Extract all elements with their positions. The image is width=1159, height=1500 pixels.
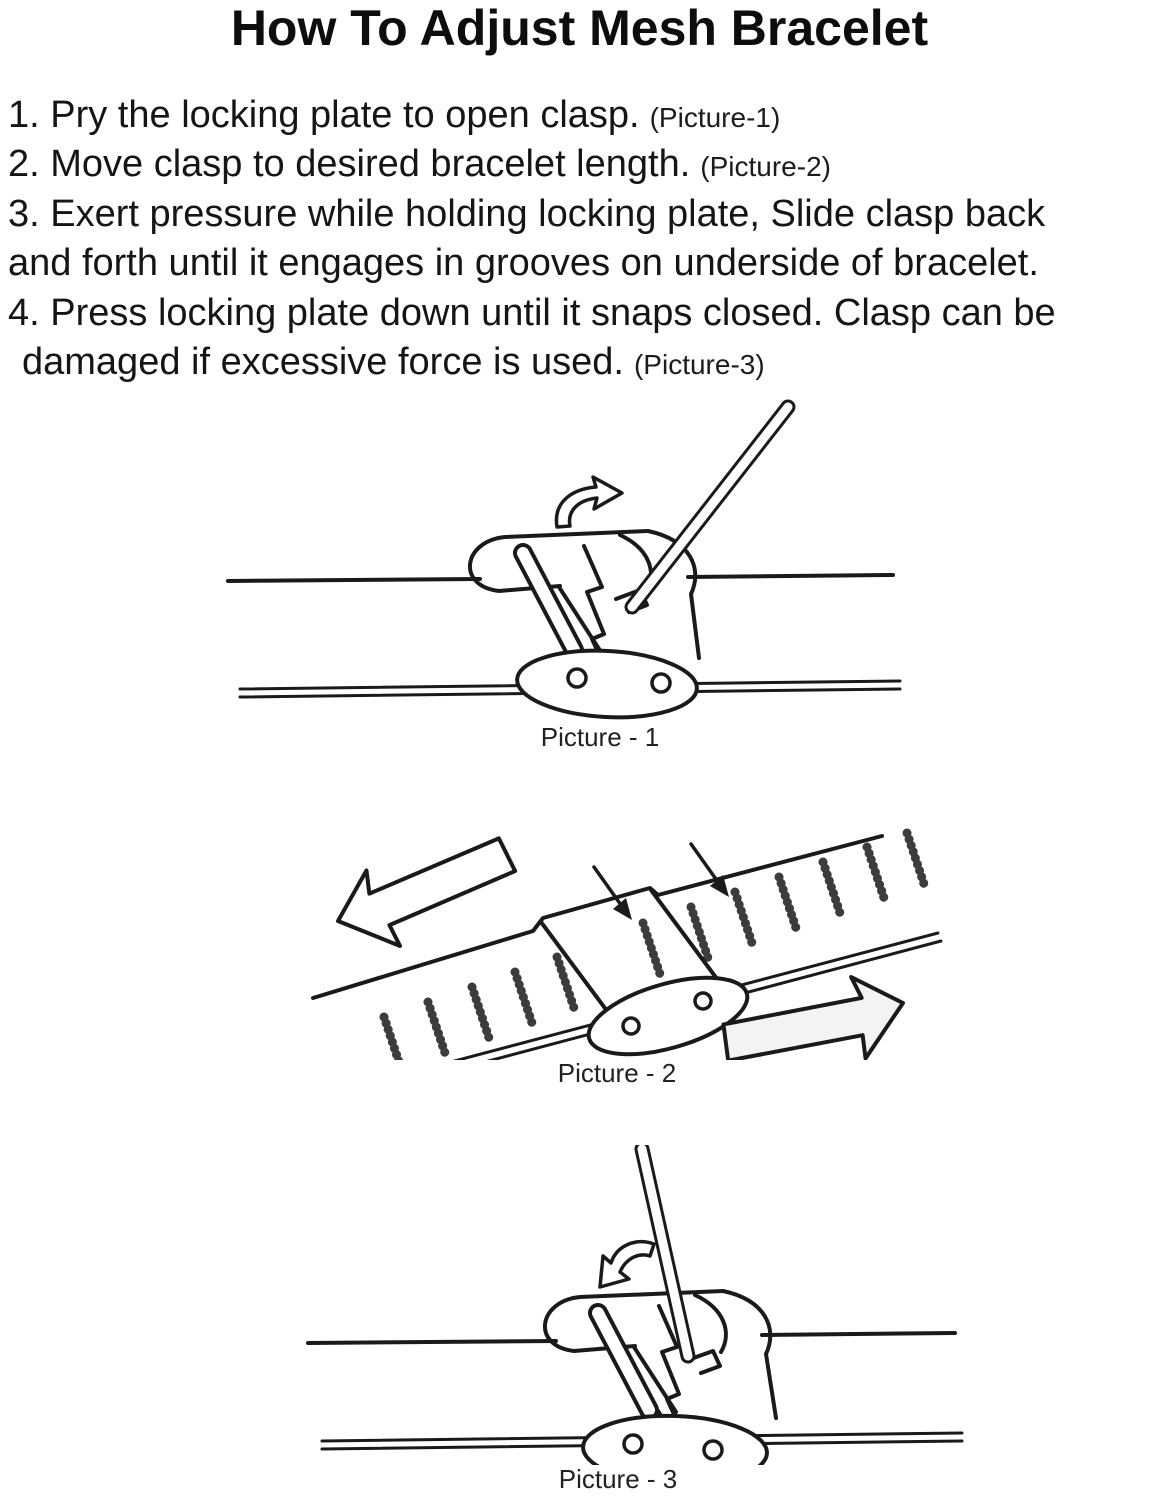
figure-3-caption: Picture - 3 <box>558 1464 678 1494</box>
step-line-4 <box>8 242 1039 284</box>
step-line-1 <box>8 94 780 139</box>
step-line-3 <box>8 193 1045 235</box>
picture-ref: (Picture-1) <box>649 102 781 133</box>
page-title: How To Adjust Mesh Bracelet <box>230 0 929 56</box>
step-text: damaged if excessive force is used. <box>22 341 624 383</box>
figure-1-caption: Picture - 1 <box>540 722 660 752</box>
plate-hole <box>624 1435 642 1453</box>
figure-3-diagram <box>300 1145 980 1465</box>
step-text: 3. Exert pressure while holding locking plate, Slide clasp back <box>8 193 1046 235</box>
step-text: and forth until it engages in grooves on underside of bracelet. <box>8 242 1039 284</box>
rotate-open-arrow <box>556 477 622 527</box>
plate-hole <box>623 1018 639 1034</box>
figure-2-caption: Picture - 2 <box>557 1058 677 1088</box>
plate-hole <box>568 669 586 687</box>
clasp-plate <box>515 646 698 721</box>
rotate-close-arrow <box>600 1242 654 1287</box>
figure-2-diagram <box>290 815 950 1060</box>
figure-1-diagram <box>210 395 910 755</box>
step-line-6 <box>22 341 765 386</box>
step-text: 1. Pry the locking plate to open clasp. <box>8 94 640 136</box>
clasp-plate <box>582 1413 768 1465</box>
slide-right-arrow <box>715 965 915 1060</box>
step-text: 4. Press locking plate down until it snaps closed. Clasp can be <box>8 292 1056 334</box>
picture-ref: (Picture-2) <box>700 151 831 182</box>
plate-hole <box>704 1441 722 1459</box>
step-line-5 <box>8 292 1056 334</box>
plate-hole <box>695 993 711 1009</box>
step-text: 2. Move clasp to desired bracelet length. <box>8 143 691 185</box>
plate-hole <box>652 674 670 692</box>
picture-ref: (Picture-3) <box>633 349 765 380</box>
step-line-2 <box>8 143 831 188</box>
